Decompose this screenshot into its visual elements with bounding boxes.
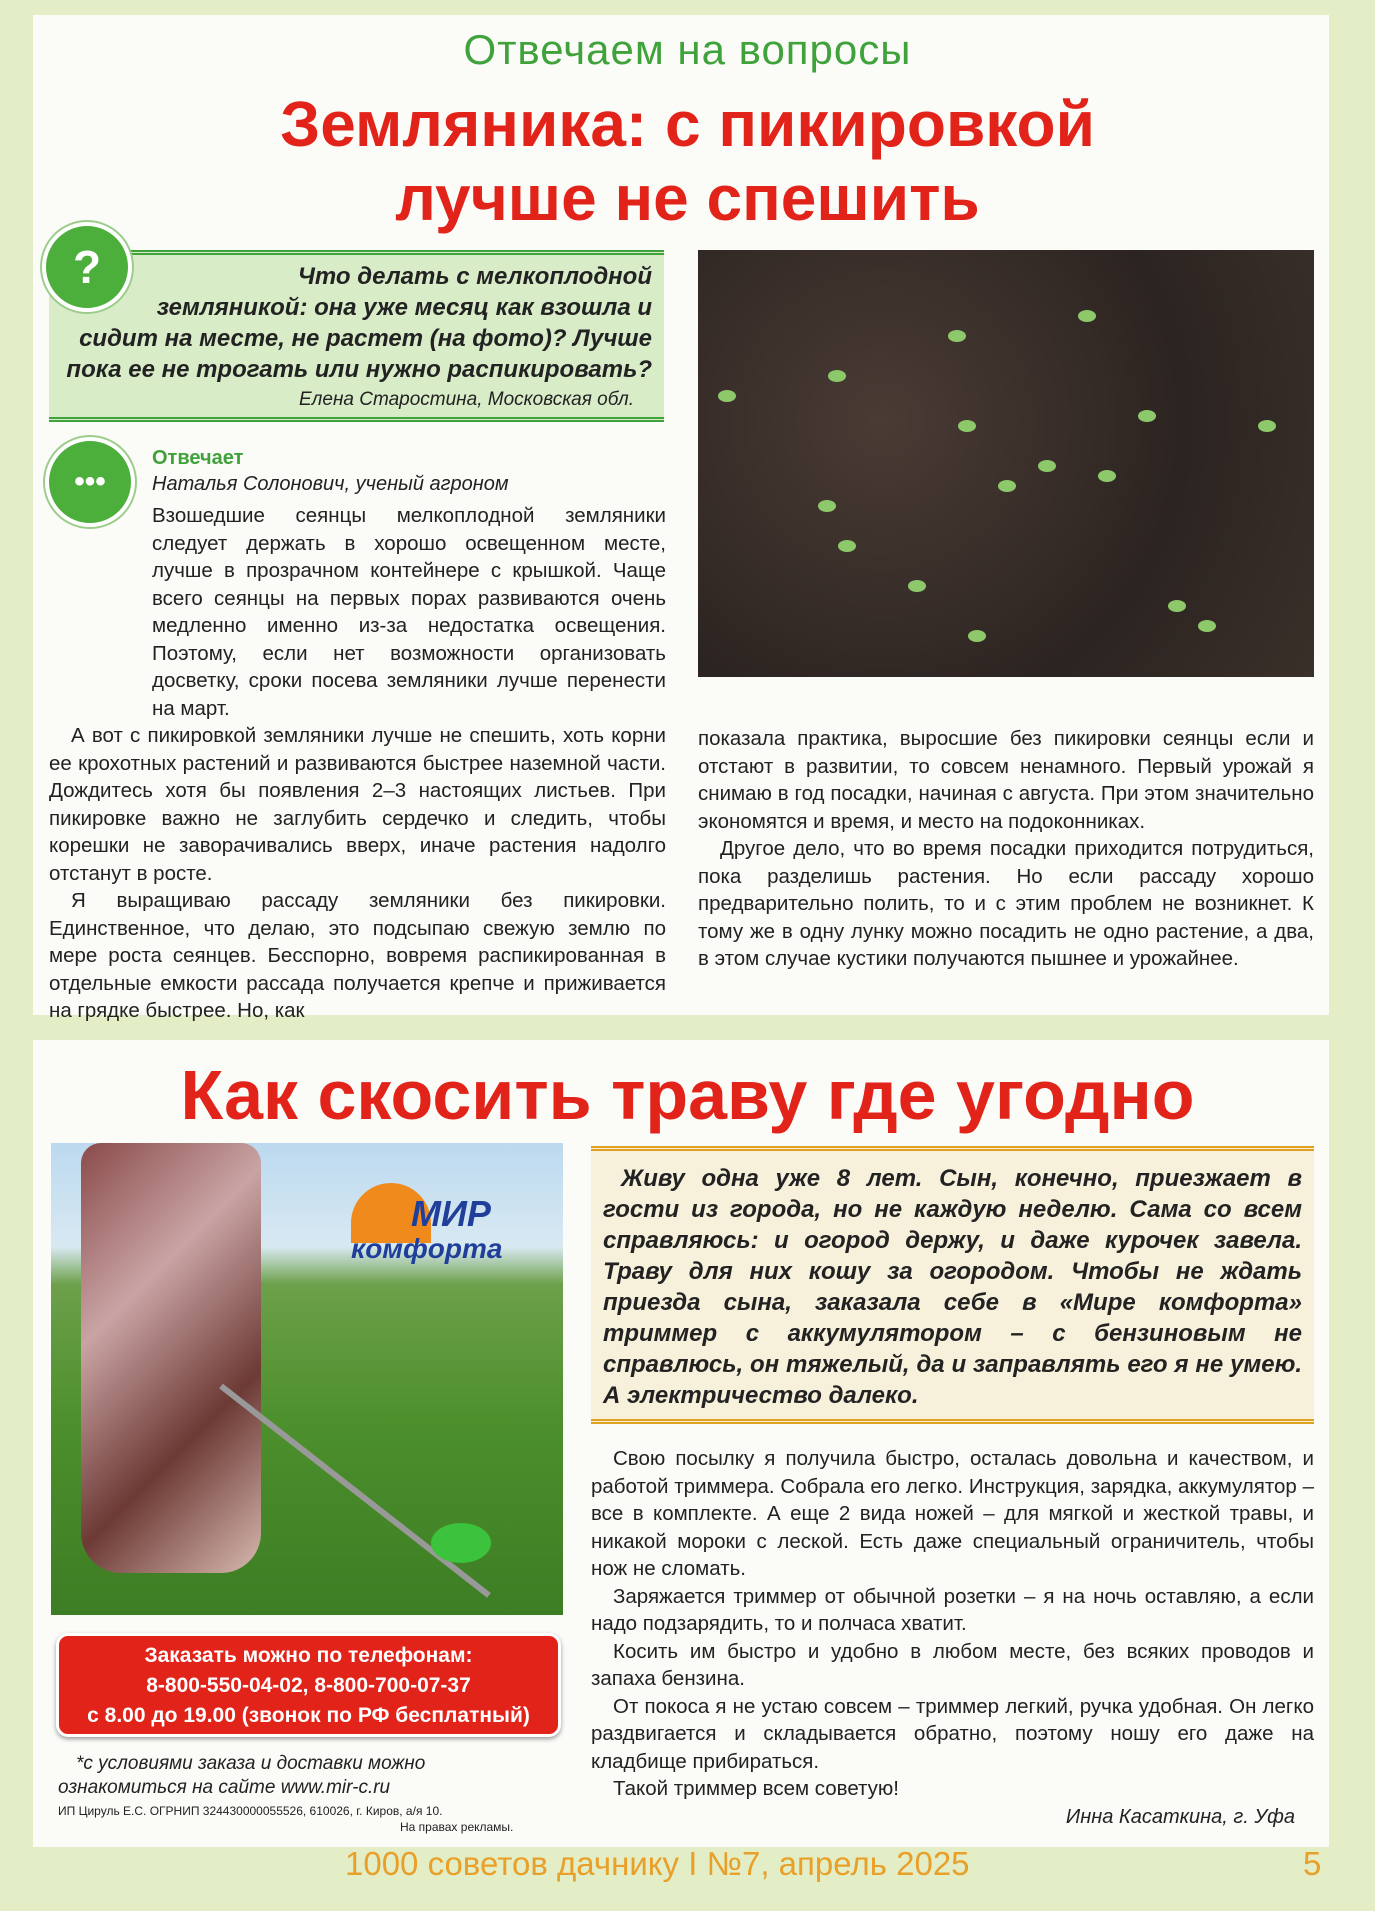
question-bubble-icon: ?: [42, 222, 132, 312]
paragraph: А вот с пикировкой земляники лучше не спешить, хоть корни ее крохотных растений и развиваются быстрее наземной части. Дождитесь хотя бы появления 2–3 настоящих листьев. При пикировке важно не заглубить сердечко и следить, чтобы корешки не заворачивались вверх, иначе растения надолго отстанут в росте.: [49, 724, 666, 885]
ad-mark: На правах рекламы.: [400, 1820, 514, 1834]
question-box: [49, 250, 664, 422]
paragraph: показала практика, выросшие без пикировки сеянцы если и отстают в развитии, то совсем ненамного. Первый урожай я снимаю в год посадки, начиная с августа. При этом значительно экономятся и время, и место на подоконниках.: [698, 727, 1314, 833]
testimonial-body: [591, 1445, 1314, 1803]
logo-text-line1: МИР: [411, 1193, 491, 1234]
answer-label: Отвечает: [152, 447, 244, 469]
testimonial-quote-text: Живу одна уже 8 лет. Сын, конечно, приезжает в гости из города, но не каждую неделю. Сама со всем справляюсь: и огород держу, и даже курочек завела. Траву для них кошу за огородом. Чтобы не ждать приезда сына, заказала себе в «Мире комфорта» триммер с аккумулятором – с бензиновым не справлюсь, он тяжелый, да и заправлять его я не умею. А электричество далеко.: [603, 1165, 1302, 1409]
phone-numbers[interactable]: 8-800-550-04-02, 8-800-700-07-37: [146, 1674, 471, 1697]
testimonial-signature: Инна Касаткина, г. Уфа: [1065, 1806, 1295, 1828]
answer-column-left: [49, 502, 666, 1025]
article2-title: Как скосить траву где угодно: [180, 1056, 1195, 1134]
article-title-line1: Земляника: с пикировкой: [280, 88, 1095, 160]
article-title-line2: лучше не спешить: [395, 162, 980, 234]
answer-column-right: [698, 725, 1314, 973]
paragraph: От покоса я не устаю совсем – триммер легкий, ручка удобная. Он легко раздвигается и складывается обратно, поэтому ношу его даже на кладбище прибираться.: [591, 1694, 1314, 1773]
paragraph: Заряжается триммер от обычной розетки – я на ночь оставляю, а если надо подзарядить, то и полчаса хватит.: [591, 1584, 1314, 1635]
trimmer-photo: [51, 1143, 563, 1615]
order-hours: с 8.00 до 19.00 (звонок по РФ бесплатный): [87, 1704, 530, 1727]
mir-komforta-logo: [351, 1163, 551, 1273]
testimonial-quote: [591, 1146, 1314, 1424]
paragraph: Я выращиваю рассаду земляники без пикировки. Единственное, что делаю, это подсыпаю свежую землю по мере роста сеянцев. Бесспорно, вовремя распикированная в отдельные емкости рассада получается крепче и приживается на грядке быстрее. Но, как: [49, 889, 666, 1022]
paragraph: Другое дело, что во время посадки приходится потрудиться, пока разделишь растения. Но если рассаду хорошо предварительно полить, то и с этим проблем не возникнет. К тому же в одну лунку можно посадить не одно растение, а два, в этом случае кустики получаются пышнее и урожайнее.: [698, 837, 1314, 970]
footnote: *с условиями заказа и доставки можно ознакомиться на сайте www.mir-c.ru: [58, 1753, 426, 1798]
order-label: Заказать можно по телефонам:: [144, 1644, 473, 1667]
answer-author: Наталья Солонович, ученый агроном: [152, 473, 509, 495]
publication-footer: 1000 советов дачнику I №7, апрель 2025: [345, 1845, 970, 1882]
paragraph: Взошедшие сеянцы мелкоплодной земляники следует держать в хорошо освещенном месте, лучше в прозрачном контейнере с крышкой. Чаще всего сеянцы на первых порах развиваются очень медленно именно из-за недостатка освещения. Поэтому, если нет возможности организовать досветку, сроки посева земляники лучше перенести на март.: [152, 504, 666, 720]
section-kicker: Отвечаем на вопросы: [463, 26, 912, 73]
legal-info: ИП Цируль Е.С. ОГРНИП 324430000055526, 610026, г. Киров, а/я 10.: [58, 1804, 443, 1818]
chat-bubble-icon: •••: [45, 437, 135, 527]
logo-text-line2: комфорта: [351, 1233, 503, 1264]
paragraph: Такой триммер всем советую!: [613, 1777, 899, 1800]
question-text-wrap: [63, 261, 652, 385]
paragraph: Свою посылку я получила быстро, осталась довольна и качеством, и работой триммера. Собрала его легко. Инструкция, зарядка, аккумулятор – все в комплекте. А еще 2 вида ножей – для мягкой и жесткой травы, и никакой мороки с леской. Есть даже специальный ограничитель, чтобы нож не сломать.: [591, 1447, 1314, 1580]
question-author: Елена Старостина, Московская обл.: [299, 389, 634, 410]
seedlings-photo: [698, 250, 1314, 677]
paragraph: Косить им быстро и удобно в любом месте, без всяких проводов и запаха бензина.: [591, 1639, 1314, 1690]
page-number: 5: [1303, 1845, 1322, 1882]
question-text: Что делать с мелкоплодной земляникой: она уже месяц как взошла и сидит на месте, не растет (на фото)? Лучше пока ее не трогать или нужно распикировать?: [66, 263, 652, 383]
order-phone-box: [56, 1633, 561, 1737]
